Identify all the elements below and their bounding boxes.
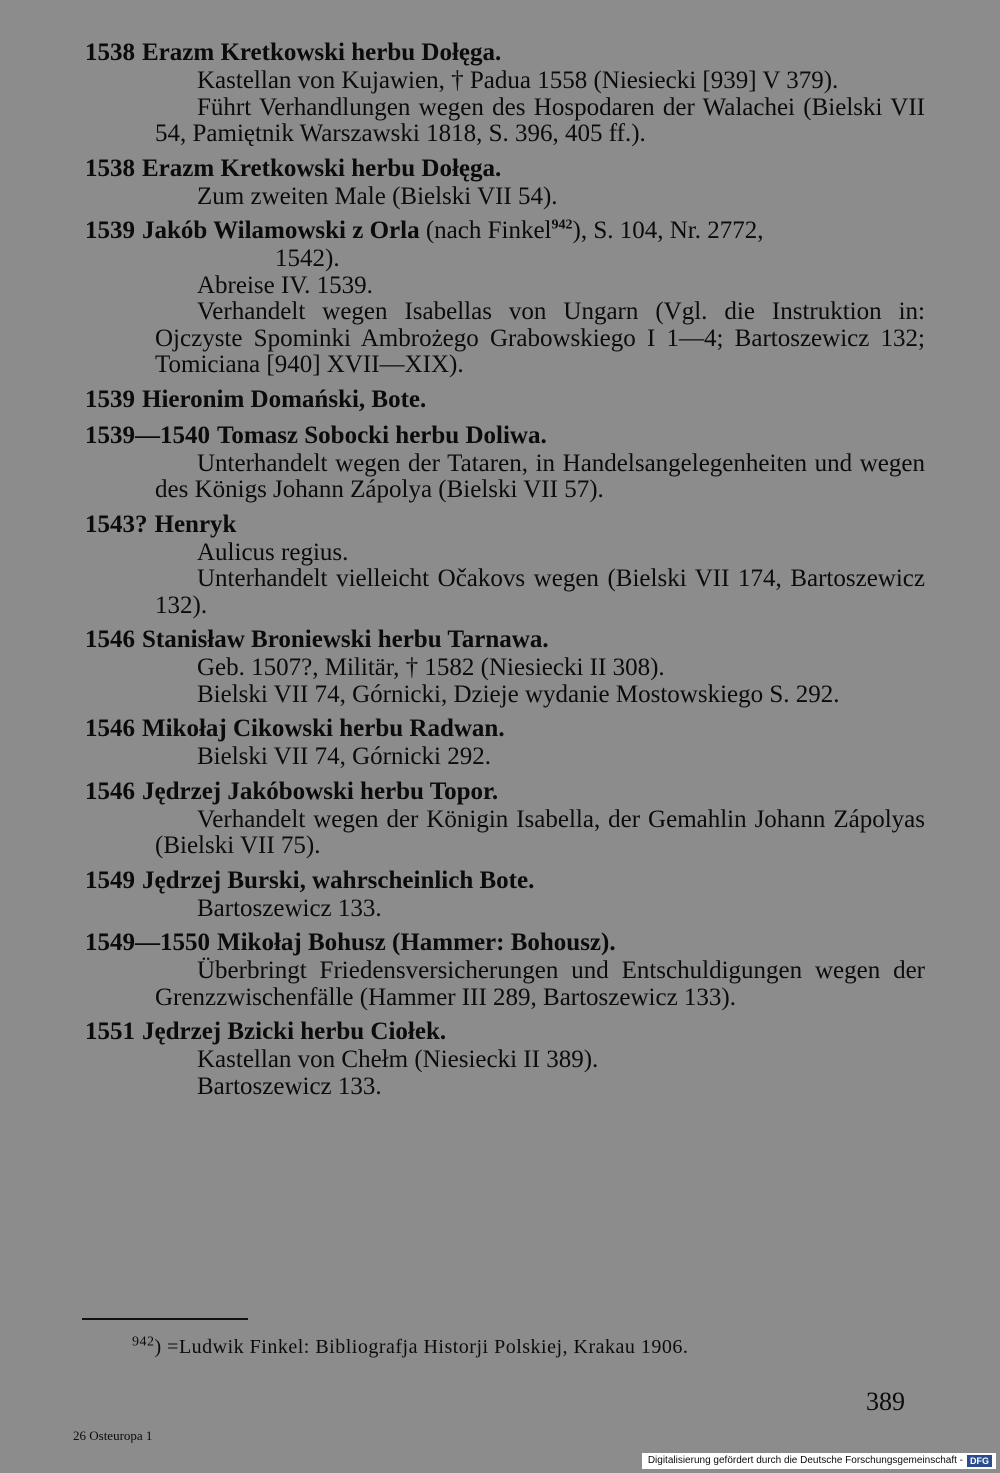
entry-name: Stanisław Broniewski herbu Tarnawa. — [142, 626, 549, 653]
entry-body — [155, 184, 925, 211]
entry-paragraph: Unterhandelt vielleicht Očakovs wegen (Bielski VII 174, Bartoszewicz 132). — [155, 565, 925, 619]
entry-heading — [85, 216, 925, 246]
entry-name: Hieronim Domański, Bote. — [142, 385, 427, 413]
entry-paragraph: Bielski VII 74, Górnicki, Dzieje wydanie Mostowskiego S. 292. — [197, 680, 840, 708]
entry-year: 1539 — [85, 385, 135, 413]
entry-heading — [85, 625, 925, 655]
entry-heading — [85, 385, 925, 415]
entry-year: 1539—1540 — [85, 421, 210, 449]
entry-name: Jakób Wilamowski z Orla — [142, 217, 420, 244]
entry — [85, 510, 925, 620]
entry — [85, 625, 925, 708]
entry — [85, 777, 925, 860]
entry-heading-continuation: 1542). — [275, 245, 340, 272]
entry-year: 1549—1550 — [85, 929, 210, 956]
entry-heading-note: ), S. 104, Nr. 2772, — [572, 217, 764, 244]
entry-paragraph: Abreise IV. 1539. — [197, 271, 373, 299]
entry-name: Tomasz Sobocki herbu Doliwa. — [217, 421, 547, 449]
entry — [85, 714, 925, 771]
entry-heading — [85, 510, 925, 540]
printer-signature: 26 Osteuropa 1 — [73, 1428, 153, 1443]
entry-year: 1546 — [85, 777, 135, 805]
entry-heading — [85, 928, 925, 958]
entry-body — [155, 896, 925, 923]
entry-heading — [85, 777, 925, 807]
entry-paragraph: Kastellan von Chełm (Niesiecki II 389). — [197, 1046, 599, 1073]
entry-paragraph: Führt Verhandlungen wegen des Hospodaren der Walachei (Bielski VII 54, Pamiętnik Warszawski 1818, S. 396, 405 ff.). — [155, 93, 925, 147]
entry-paragraph: Bielski VII 74, Górnicki 292. — [197, 743, 491, 770]
credit-text: Digitalisierung gefördert durch die Deutsche Forschungsgemeinschaft - — [647, 1455, 963, 1466]
entry-body — [155, 655, 925, 708]
dfg-logo-icon: DFG — [967, 1455, 992, 1467]
entry-name: Jędrzej Jakóbowski herbu Topor. — [142, 777, 499, 805]
entry-heading — [85, 38, 925, 68]
entry — [85, 421, 925, 504]
footnote-text: ) =Ludwik Finkel: Bibliografja Historji Polskiej, Krakau 1906. — [154, 1336, 689, 1358]
entry-body — [155, 273, 925, 379]
entry-heading — [85, 421, 925, 451]
entry — [85, 216, 925, 379]
entry — [85, 866, 925, 923]
footnote-marker: 942 — [132, 1334, 155, 1350]
entry — [85, 1017, 925, 1100]
entry-name: Henryk — [154, 510, 237, 538]
entry-paragraph: Aulicus regius. — [197, 538, 349, 566]
entry-year: 1551 — [85, 1018, 135, 1045]
credit-bar[interactable] — [642, 1453, 996, 1469]
entry-body — [155, 68, 925, 148]
entry-body — [155, 540, 925, 620]
entry-paragraph: Bartoszewicz 133. — [197, 1072, 382, 1100]
entry-year: 1538 — [85, 39, 135, 66]
entry-paragraph: Kastellan von Kujawien, † Padua 1558 (Niesiecki [939] V 379). — [197, 67, 839, 94]
entry-heading — [85, 714, 925, 744]
entry — [85, 154, 925, 211]
entry-body — [155, 1047, 925, 1100]
footnote-rule — [82, 1318, 248, 1320]
entry-heading — [85, 154, 925, 184]
entry — [85, 928, 925, 1011]
entry — [85, 385, 925, 415]
entry-name: Mikołaj Cikowski herbu Radwan. — [142, 715, 505, 742]
entry-name: Jędrzej Bzicki herbu Ciołek. — [142, 1018, 447, 1045]
entry-paragraph: Zum zweiten Male (Bielski VII 54). — [197, 182, 558, 210]
entry-year: 1549 — [85, 866, 135, 894]
entry-year: 1546 — [85, 715, 135, 742]
entry-year: 1538 — [85, 154, 135, 182]
page-number: 389 — [866, 1387, 905, 1416]
entry-body — [155, 958, 925, 1011]
entry-heading — [85, 866, 925, 896]
entry-body — [155, 807, 925, 860]
entry-name: Erazm Kretkowski herbu Dołęga. — [142, 39, 502, 66]
entry-name: Jędrzej Burski, wahrscheinlich Bote. — [142, 866, 535, 894]
footnote — [132, 1336, 688, 1359]
entry-year: 1546 — [85, 626, 135, 653]
entry — [85, 38, 925, 148]
entry-paragraph: Bartoszewicz 133. — [197, 894, 382, 922]
entry-name: Erazm Kretkowski herbu Dołęga. — [142, 154, 502, 182]
entry-body — [155, 744, 925, 771]
entry-heading-note: (nach Finkel — [419, 217, 552, 244]
entry-paragraph: Verhandelt wegen Isabellas von Ungarn (Vgl. die Instruktion in: Ojczyste Spominki Ambrożego Grabowskiego I 1—4; Bartoszewicz 132; Tomiciana [940] XVII—XIX). — [155, 298, 925, 378]
entry-heading — [85, 1017, 925, 1047]
entry-paragraph: Geb. 1507?, Militär, † 1582 (Niesiecki II 308). — [197, 654, 665, 681]
entry-year: 1543? — [85, 510, 148, 538]
entry-paragraph: Überbringt Friedensversicherungen und Entschuldigungen wegen der Grenzzwischenfälle (Hammer III 289, Bartoszewicz 133). — [155, 957, 925, 1011]
footnote-reference: 942 — [551, 217, 573, 233]
entry-list — [85, 38, 925, 1106]
entry-paragraph: Unterhandelt wegen der Tataren, in Handelsangelegenheiten und wegen des Königs Johann Zápolya (Bielski VII 57). — [155, 449, 925, 503]
entry-body — [155, 451, 925, 504]
entry-year: 1539 — [85, 217, 135, 244]
entry-paragraph: Verhandelt wegen der Königin Isabella, der Gemahlin Johann Zápolyas (Bielski VII 75). — [155, 805, 925, 859]
entry-name: Mikołaj Bohusz (Hammer: Bohousz). — [217, 929, 616, 956]
